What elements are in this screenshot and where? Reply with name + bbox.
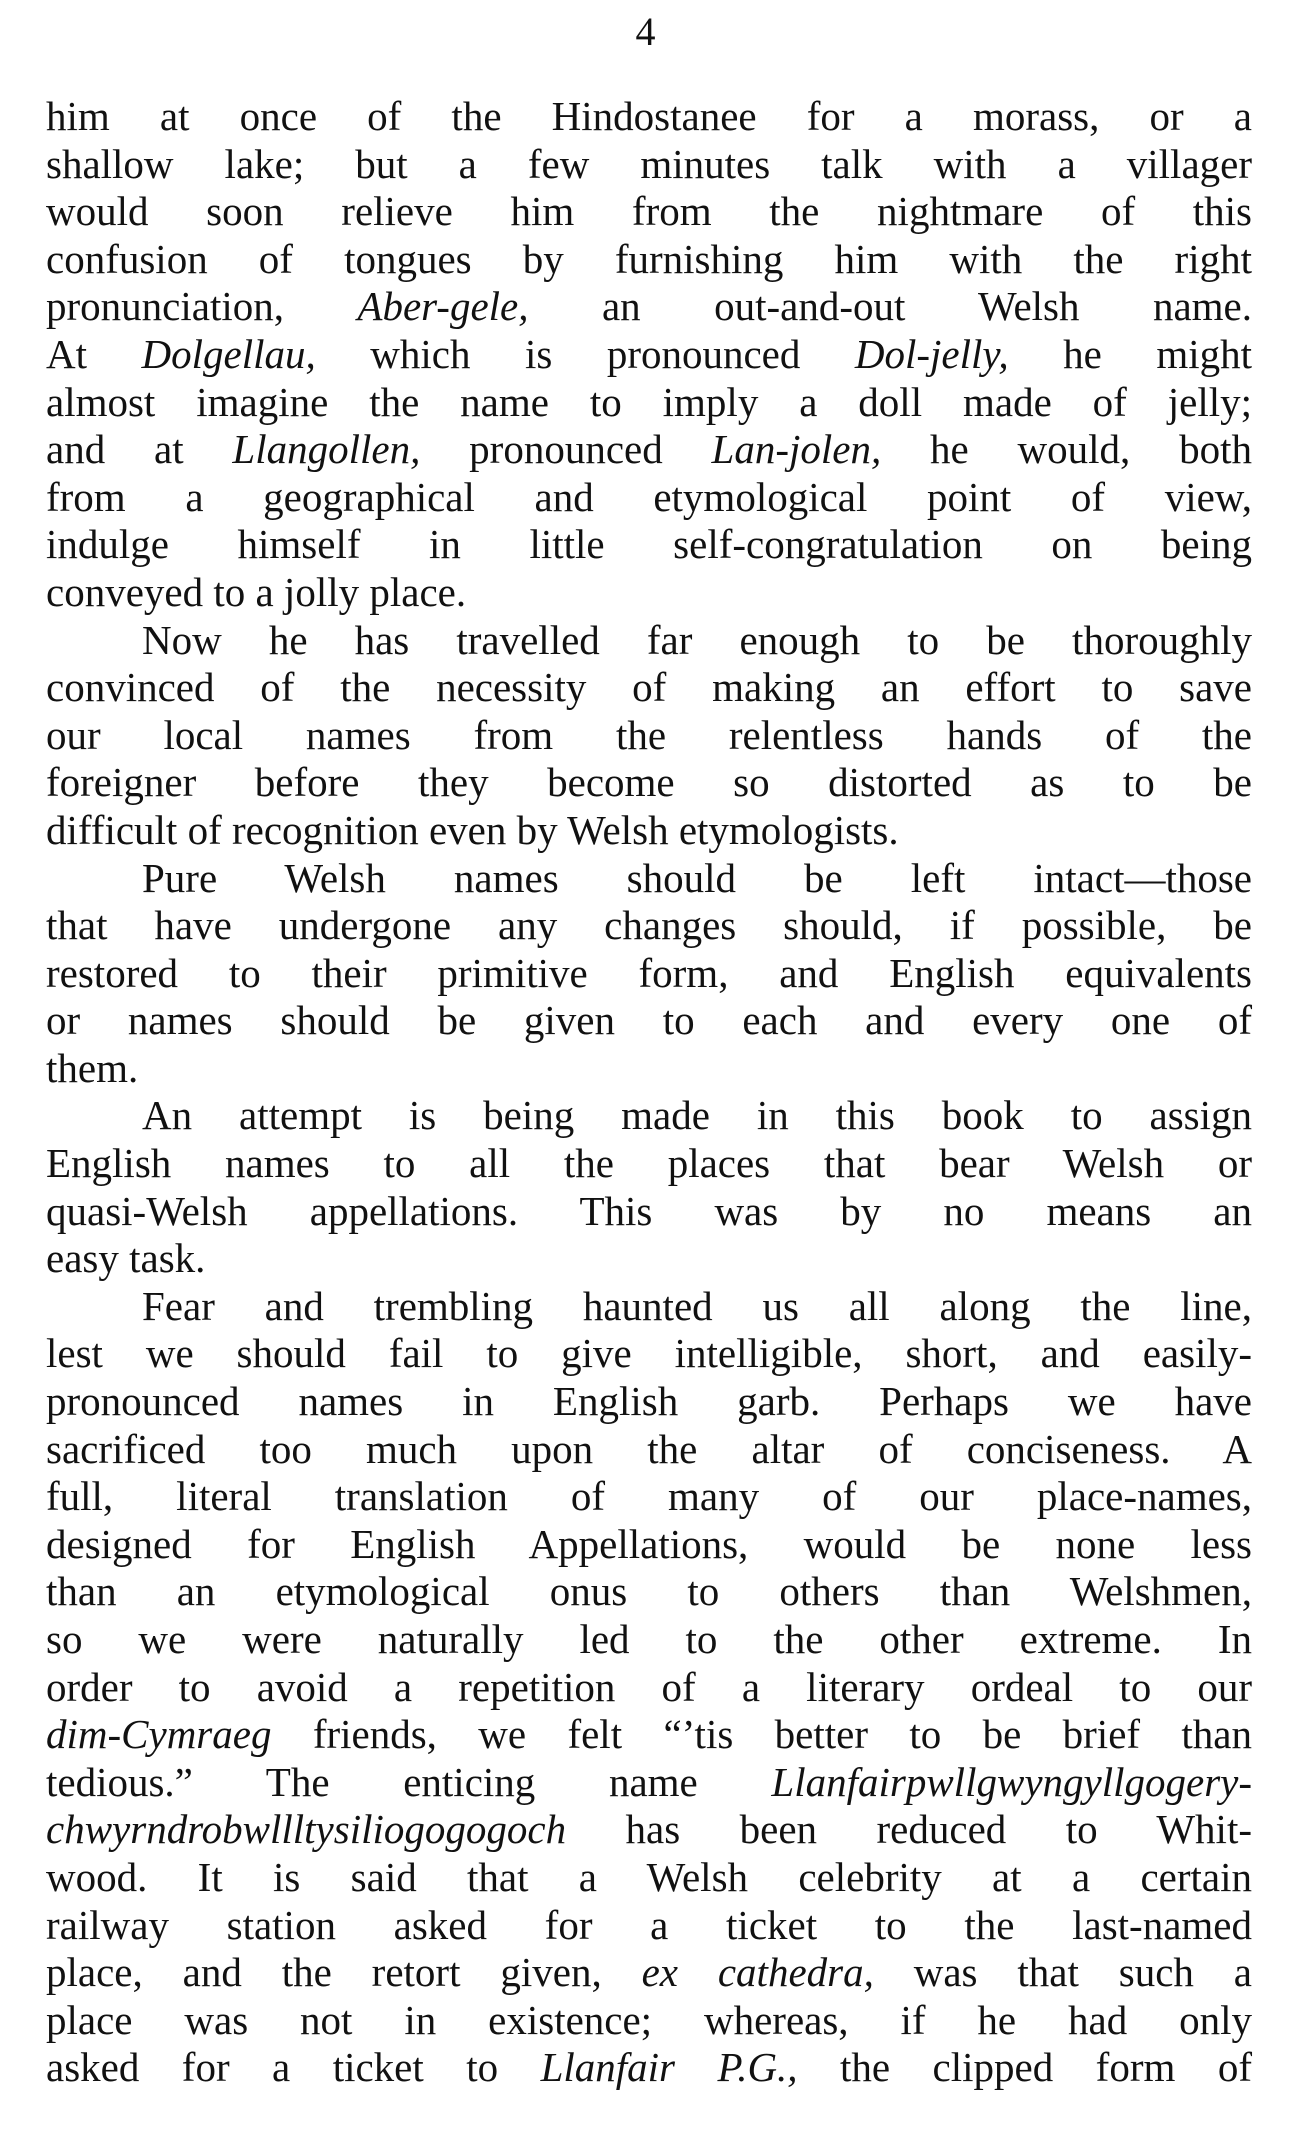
text-segment: Fear and trembling haunted us all along the line,	[142, 1282, 1252, 1329]
text-segment: place, and the retort given,	[46, 1949, 642, 1996]
text-line	[46, 1188, 1252, 1236]
text-line	[46, 1854, 1252, 1902]
text-segment: and at	[46, 426, 233, 473]
italic-term: Lan-jolen,	[711, 426, 882, 473]
text-line	[46, 855, 1252, 903]
text-segment: or names should be given to each and every one of	[46, 997, 1252, 1044]
text-line	[46, 141, 1252, 189]
italic-term: dim-Cymraeg	[46, 1711, 272, 1758]
text-line	[46, 664, 1252, 712]
text-line	[46, 712, 1252, 760]
text-line	[46, 617, 1252, 665]
text-line	[46, 188, 1252, 236]
body-text	[46, 93, 1252, 2092]
text-line	[46, 331, 1252, 379]
text-line	[46, 569, 1252, 617]
text-segment: our local names from the relentless hands of the	[46, 711, 1252, 758]
italic-term: Llanfair P.G.,	[540, 2044, 798, 2091]
text-segment: sacrificed too much upon the altar of conciseness. A	[46, 1425, 1252, 1472]
text-segment: restored to their primitive form, and English equivalents	[46, 949, 1252, 996]
text-segment: the clipped form of	[797, 2044, 1252, 2091]
italic-term: Aber-gele,	[357, 283, 529, 330]
text-segment: would soon relieve him from the nightmare of this	[46, 188, 1252, 235]
text-segment: At	[46, 330, 142, 377]
text-line	[46, 93, 1252, 141]
text-segment: wood. It is said that a Welsh celebrity at a certain	[46, 1853, 1252, 1900]
text-segment: full, literal translation of many of our place-names,	[46, 1473, 1252, 1520]
text-segment: that have undergone any changes should, if possible, be	[46, 902, 1252, 949]
text-segment: than an etymological onus to others than Welshmen,	[46, 1568, 1252, 1615]
text-line	[46, 1949, 1252, 1997]
text-line	[46, 521, 1252, 569]
text-segment: which is pronounced	[315, 330, 855, 377]
text-segment: has been reduced to Whit-	[566, 1806, 1252, 1853]
text-line	[46, 1283, 1252, 1331]
text-line	[46, 236, 1252, 284]
text-segment: conveyed to a jolly place.	[46, 568, 467, 615]
text-segment: was that such a	[873, 1949, 1252, 1996]
text-line	[46, 1330, 1252, 1378]
text-line	[46, 474, 1252, 522]
text-segment: designed for English Appellations, would be none less	[46, 1520, 1252, 1567]
text-segment: tedious.” The enticing name	[46, 1758, 772, 1805]
text-segment: him at once of the Hindostanee for a morass, or a	[46, 93, 1252, 139]
text-line	[46, 997, 1252, 1045]
page-number: 4	[635, 9, 656, 54]
text-line	[46, 2044, 1252, 2092]
text-segment: asked for a ticket to	[46, 2044, 541, 2091]
text-segment: railway station asked for a ticket to the last-named	[46, 1901, 1252, 1948]
text-line	[46, 902, 1252, 950]
text-line	[46, 1235, 1252, 1283]
text-segment: pronounced names in English garb. Perhaps we have	[46, 1378, 1252, 1425]
text-segment: indulge himself in little self-congratulation on being	[46, 521, 1252, 568]
text-segment: English names to all the places that bear Welsh or	[46, 1140, 1252, 1187]
text-line	[46, 1997, 1252, 2045]
text-segment: confusion of tongues by furnishing him with the right	[46, 235, 1252, 282]
text-segment: foreigner before they become so distorted as to be	[46, 759, 1252, 806]
text-segment: An attempt is being made in this book to assign	[142, 1092, 1252, 1139]
text-line	[46, 426, 1252, 474]
text-line	[46, 1045, 1252, 1093]
text-line	[46, 1426, 1252, 1474]
text-segment: place was not in existence; whereas, if he had only	[46, 1996, 1252, 2043]
text-line	[46, 950, 1252, 998]
text-line	[46, 1140, 1252, 1188]
text-line	[46, 1521, 1252, 1569]
text-line	[46, 1759, 1252, 1807]
text-line	[46, 1378, 1252, 1426]
text-segment: convinced of the necessity of making an effort to save	[46, 664, 1252, 711]
text-line	[46, 1664, 1252, 1712]
text-line	[46, 1092, 1252, 1140]
text-segment: shallow lake; but a few minutes talk with a villager	[46, 140, 1252, 187]
text-segment: quasi-Welsh appellations. This was by no means an	[46, 1187, 1252, 1234]
italic-term: chwyrndrobwllltysiliogogogoch	[46, 1806, 567, 1853]
italic-term: Dolgellau,	[141, 330, 316, 377]
text-segment: pronunciation,	[46, 283, 358, 330]
text-segment: lest we should fail to give intelligible, short, and easily-	[46, 1330, 1252, 1377]
text-line	[46, 1616, 1252, 1664]
text-segment: Pure Welsh names should be left intact—those	[142, 854, 1252, 901]
text-line	[46, 759, 1252, 807]
italic-term: Llanfairpwllgwyngyllgogery-	[771, 1758, 1252, 1805]
text-line	[46, 379, 1252, 427]
italic-term: Dol-jelly,	[854, 330, 1009, 377]
text-segment: pronounced	[420, 426, 712, 473]
text-segment: easy task.	[46, 1235, 206, 1282]
text-segment: he might	[1008, 330, 1253, 377]
text-line	[46, 807, 1252, 855]
text-line	[46, 1902, 1252, 1950]
text-line	[46, 1711, 1252, 1759]
text-segment: an out-and-out Welsh name.	[528, 283, 1252, 330]
text-segment: he would, both	[881, 426, 1252, 473]
italic-term: ex cathedra,	[641, 1949, 874, 1996]
text-segment: almost imagine the name to imply a doll made of jelly;	[46, 378, 1252, 425]
text-line	[46, 1568, 1252, 1616]
text-segment: them.	[46, 1044, 139, 1091]
text-segment: so we were naturally led to the other extreme. In	[46, 1616, 1252, 1662]
italic-term: Llangollen,	[232, 426, 421, 473]
text-segment: Now he has travelled far enough to be thoroughly	[142, 616, 1252, 663]
text-segment: difficult of recognition even by Welsh etymologists.	[46, 806, 899, 853]
text-line	[46, 283, 1252, 331]
text-line	[46, 1473, 1252, 1521]
text-segment: friends, we felt “’tis better to be brief than	[271, 1711, 1252, 1758]
text-segment: from a geographical and etymological point of view,	[46, 473, 1252, 520]
text-line	[46, 1806, 1252, 1854]
text-segment: order to avoid a repetition of a literary ordeal to our	[46, 1663, 1252, 1710]
